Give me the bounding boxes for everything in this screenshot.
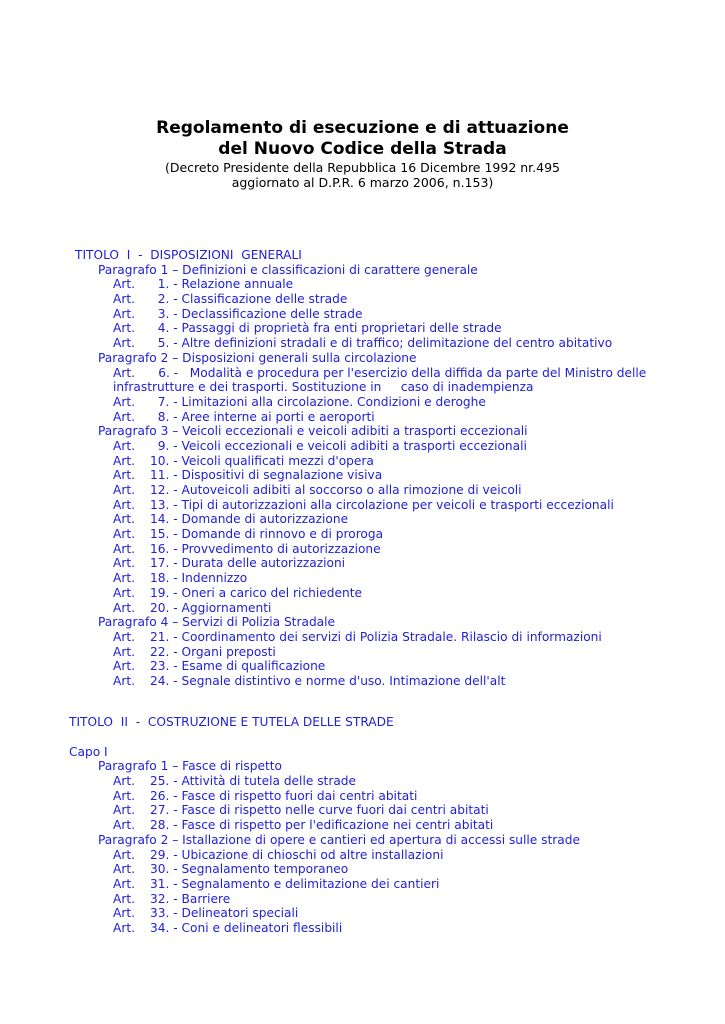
document-subtitle-line-2: aggiornato al D.P.R. 6 marzo 2006, n.153) (231, 175, 494, 190)
document-subtitle-line-1: (Decreto Presidente della Repubblica 16 Dicembre 1992 nr.495 (164, 160, 561, 175)
toc-article[interactable] (0, 542, 725, 557)
toc-article[interactable] (0, 848, 725, 863)
article-title: 12. - Autoveicoli adibiti al soccorso o alla rimozione di veicoli (150, 483, 522, 497)
toc-article[interactable] (0, 906, 725, 921)
article-title: 29. - Ubicazione di chioschi od altre installazioni (150, 847, 444, 862)
toc-article[interactable] (0, 512, 725, 527)
article-title: 5. - Altre definizioni stradali e di traffico; delimitazione del centro abitativo (150, 336, 613, 351)
toc-article[interactable] (0, 454, 725, 469)
toc-article[interactable] (0, 498, 725, 513)
article-title: 11. - Dispositivi di segnalazione visiva (150, 468, 383, 483)
article-title: 21. - Coordinamento dei servizi di Polizia Stradale. Rilascio di informazioni (150, 629, 602, 644)
article-title: 10. - Veicoli qualificati mezzi d'opera (150, 453, 374, 468)
article-label: Art. (113, 321, 136, 336)
article-title: 28. - Fasce di rispetto per l'edificazione nei centri abitati (150, 818, 494, 833)
toc-article[interactable] (0, 601, 725, 616)
article-title: 13. - Tipi di autorizzazioni alla circolazione per veicoli e trasporti eccezionali (150, 497, 614, 512)
toc-article[interactable] (0, 818, 725, 833)
article-label: Art. (113, 497, 136, 512)
article-title: 9. - Veicoli eccezionali e veicoli adibiti a trasporti eccezionali (150, 438, 527, 453)
article-title: 3. - Declassificazione delle strade (150, 306, 363, 321)
article-title: 23. - Esame di qualificazione (150, 659, 326, 674)
article-title: 18. - Indennizzo (150, 571, 248, 586)
toc-article[interactable] (0, 571, 725, 586)
article-title: 19. - Oneri a carico del richiedente (150, 585, 362, 600)
article-label: Art. (113, 556, 136, 571)
article-label: Art. (113, 336, 136, 351)
article-title: 30. - Segnalamento temporaneo (150, 862, 349, 877)
article-title: 27. - Fasce di rispetto nelle curve fuori dai centri abitati (150, 803, 489, 818)
article-title: 25. - Attività di tutela delle strade (150, 774, 357, 789)
article-label: Art. (113, 571, 136, 586)
document-title-line-2: del Nuovo Codice della Strada (218, 139, 507, 159)
toc-article[interactable] (0, 862, 725, 877)
article-label: Art. (113, 600, 136, 615)
toc-article[interactable] (0, 877, 725, 892)
toc-article[interactable] (0, 483, 725, 498)
article-label: Art. (113, 644, 136, 659)
article-title: 1. - Relazione annuale (150, 277, 294, 292)
toc-article[interactable] (0, 307, 725, 322)
article-title: 15. - Domande di rinnovo e di proroga (150, 527, 384, 542)
article-label: Art. (113, 409, 136, 424)
toc-article-6-line-2[interactable]: infrastrutture e dei trasporti. Sostituzione in caso di inadempienza (113, 380, 534, 395)
toc-article[interactable] (0, 586, 725, 601)
article-label: Art. (113, 818, 136, 833)
toc-article[interactable] (0, 630, 725, 645)
toc-article[interactable] (0, 789, 725, 804)
article-title: 24. - Segnale distintivo e norme d'uso. Intimazione dell'alt (150, 673, 506, 688)
article-label: Art. (113, 512, 136, 527)
toc-titolo-1[interactable]: TITOLO I - DISPOSIZIONI GENERALI (75, 248, 302, 262)
article-label: Art. (113, 292, 136, 307)
article-label: Art. (113, 774, 136, 789)
toc-titolo1-paragrafo-1[interactable]: Paragrafo 1 – Definizioni e classificazioni di carattere generale (98, 262, 478, 277)
article-label: Art. (113, 788, 136, 803)
toc-article[interactable] (0, 439, 725, 454)
article-title: 17. - Durata delle autorizzazioni (150, 556, 346, 571)
article-label: Art. (113, 847, 136, 862)
article-label: Art. (113, 527, 136, 542)
article-title: 32. - Barriere (150, 891, 231, 906)
article-label: Art. (113, 891, 136, 906)
toc-titolo2-paragrafo-1[interactable]: Paragrafo 1 – Fasce di rispetto (98, 759, 282, 774)
article-label: Art. (113, 541, 136, 556)
toc-article[interactable] (0, 292, 725, 307)
article-title: 34. - Coni e delineatori flessibili (150, 920, 343, 935)
article-label: Art. (113, 394, 136, 409)
toc-article[interactable] (0, 277, 725, 292)
toc-article[interactable] (0, 774, 725, 789)
toc-article[interactable] (0, 659, 725, 674)
article-title: 26. - Fasce di rispetto fuori dai centri abitati (150, 788, 418, 803)
toc-article[interactable] (0, 468, 725, 483)
article-label: Art. (113, 862, 136, 877)
toc-article[interactable] (0, 527, 725, 542)
article-label: Art. (113, 920, 136, 935)
article-title: 8. - Aree interne ai porti e aeroporti (150, 409, 375, 424)
document-header (0, 118, 725, 190)
article-label: Art. (113, 803, 136, 818)
article-label: Art. (113, 629, 136, 644)
article-title: 7. - Limitazioni alla circolazione. Condizioni e deroghe (150, 394, 486, 409)
toc-titolo1-paragrafo-3[interactable]: Paragrafo 3 – Veicoli eccezionali e veicoli adibiti a trasporti eccezionali (98, 424, 528, 439)
article-label: Art. (113, 468, 136, 483)
table-of-contents (0, 248, 725, 936)
article-label: Art. (113, 585, 136, 600)
article-label: Art. (113, 483, 136, 497)
toc-article[interactable] (0, 336, 725, 351)
toc-capo-1[interactable]: Capo I (69, 744, 108, 759)
toc-article[interactable] (0, 892, 725, 907)
toc-article[interactable] (0, 410, 725, 425)
article-label: Art. (113, 659, 136, 674)
article-title: 4. - Passaggi di proprietà fra enti proprietari delle strade (150, 321, 502, 336)
toc-titolo1-paragrafo-2[interactable]: Paragrafo 2 – Disposizioni generali sulla circolazione (98, 350, 417, 365)
toc-article[interactable] (0, 321, 725, 336)
article-title: 33. - Delineatori speciali (150, 906, 299, 921)
toc-article[interactable] (0, 674, 725, 689)
article-label: Art. (113, 906, 136, 921)
toc-titolo1-paragrafo-4[interactable]: Paragrafo 4 – Servizi di Polizia Stradale (98, 615, 336, 630)
toc-article-6-line-1[interactable]: Art. 6. - Modalità e procedura per l'esercizio della diffida da parte del Ministro delle (113, 365, 647, 380)
toc-article[interactable] (0, 645, 725, 660)
toc-article[interactable] (0, 803, 725, 818)
toc-article[interactable] (0, 556, 725, 571)
article-label: Art. (113, 876, 136, 891)
toc-article[interactable] (0, 395, 725, 410)
article-label: Art. (113, 673, 136, 688)
article-label: Art. (113, 277, 136, 292)
toc-titolo2-paragrafo-2[interactable]: Paragrafo 2 – Istallazione di opere e cantieri ed apertura di accessi sulle strade (98, 832, 581, 847)
article-title: 22. - Organi preposti (150, 644, 276, 659)
article-title: 31. - Segnalamento e delimitazione dei cantieri (150, 876, 440, 891)
article-title: 20. - Aggiornamenti (150, 600, 272, 615)
article-title: 14. - Domande di autorizzazione (150, 512, 349, 527)
toc-titolo-2[interactable]: TITOLO II - COSTRUZIONE E TUTELA DELLE STRADE (69, 715, 394, 730)
article-label: Art. (113, 438, 136, 453)
article-title: 2. - Classificazione delle strade (150, 292, 348, 307)
document-title-line-1: Regolamento di esecuzione e di attuazione (156, 118, 569, 138)
toc-article[interactable] (0, 921, 725, 936)
article-label: Art. (113, 306, 136, 321)
article-label: Art. (113, 453, 136, 468)
article-title: 16. - Provvedimento di autorizzazione (150, 541, 381, 556)
